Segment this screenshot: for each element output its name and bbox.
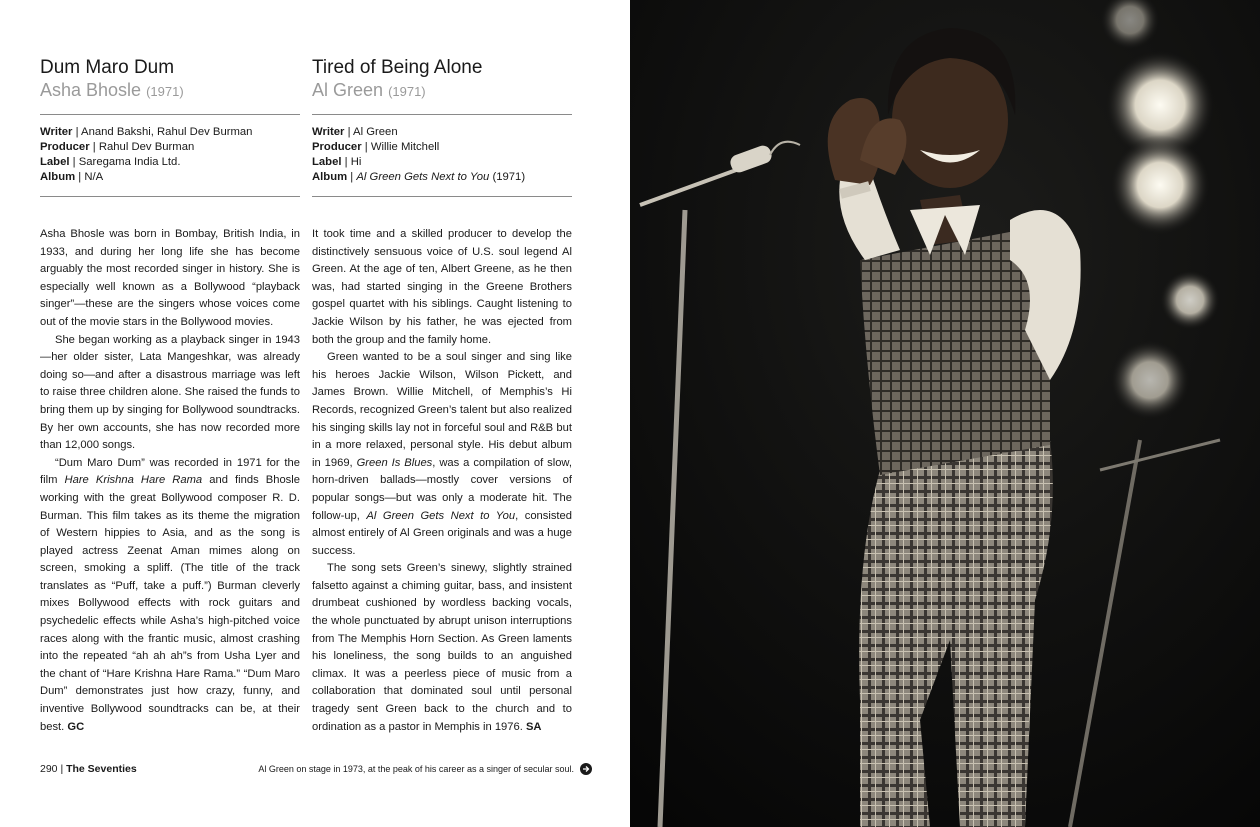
credit-album: Album | Al Green Gets Next to You (1971)	[312, 171, 526, 183]
performer-photo	[630, 0, 1260, 827]
artist-name: Al Green (1971)	[312, 80, 426, 100]
credit-label: Label | Saregama India Ltd.	[40, 156, 181, 168]
entry-header-dum-maro-dum	[40, 56, 300, 207]
credits-block	[312, 125, 572, 185]
paragraph: Green wanted to be a soul singer and sing like his heroes Jackie Wilson, Wilson Pickett, and James Brown. Willie Mitchell, of Memphis’s Hi Records, recognized Green’s talent but also realized his singing skills lay not in forceful soul and R&B but in a more relaxed, personal style. His debut album in 1969, Green Is Blues, was a compilation of slow, horn-driven ballads—mostly cover versions of popular songs—but was only a moderate hit. The follow-up, Al Green Gets Next to You, consisted almost entirely of Al Green originals and was a huge success.	[312, 351, 572, 557]
divider	[312, 114, 572, 115]
entry-header-tired-of-being-alone	[312, 56, 572, 207]
arrow-right-circle-icon	[580, 763, 592, 775]
article-body-dum-maro-dum	[40, 226, 300, 736]
paragraph: Asha Bhosle was born in Bombay, British India, in 1933, and during her long life she has become arguably the most recorded singer in history. She is especially well known as a Bollywood “playback singer”—these are the singers whose voices come out of the movie stars in the Bollywood movies.	[40, 228, 300, 328]
photo-caption: Al Green on stage in 1973, at the peak of his career as a singer of secular soul.	[258, 763, 592, 775]
credit-producer: Producer | Willie Mitchell	[312, 141, 440, 153]
page-footer: 290 | The Seventies	[40, 763, 137, 775]
paragraph: It took time and a skilled producer to develop the distinctively sensuous voice of U.S. soul legend Al Green. At the age of ten, Albert Greene, as he then was, had started singing in the Greene Brothers gospel quartet with his siblings. Caught listening to Jackie Wilson by his father, he was ejected from both the group and the family home.	[312, 228, 572, 346]
divider	[40, 196, 300, 197]
author-initials: GC	[67, 720, 85, 733]
divider	[40, 114, 300, 115]
artist-name: Asha Bhosle (1971)	[40, 80, 184, 100]
credit-producer: Producer | Rahul Dev Burman	[40, 141, 195, 153]
credit-writer: Writer | Al Green	[312, 126, 398, 138]
credit-label: Label | Hi	[312, 156, 362, 168]
author-initials: SA	[525, 720, 542, 733]
page-number: 290	[40, 763, 58, 775]
song-title: Tired of Being Alone	[312, 57, 483, 78]
performer-photo-illustration	[630, 0, 1260, 827]
article-body-tired-of-being-alone	[312, 226, 572, 736]
paragraph: She began working as a playback singer in 1943—her older sister, Lata Mangeshkar, was already doing so—and after a disastrous marriage was left to raise three children alone. She raised the funds to bring them up by singing for Bollywood soundtracks. By her own accounts, she has now recorded more than 12,000 songs.	[40, 333, 300, 452]
credit-writer: Writer | Anand Bakshi, Rahul Dev Burman	[40, 126, 253, 138]
divider	[312, 196, 572, 197]
paragraph: “Dum Maro Dum” was recorded in 1971 for the film Hare Krishna Hare Rama and finds Bhosle working with the great Bollywood composer R. D. Burman. This film takes as its theme the migration of Western hippies to Asia, and as the song is played actress Zeenat Aman mimes along on screen, smoking a spliff. (The title of the track translates as “Puff, take a puff.”) Burman cleverly mixes Bollywood effects with rock guitars and psychedelic effects while Asha’s high-pitched voice races along with the frantic music, almost crashing into the repeated “ah ah ah”s from Usha Lyer and the chant of “Hare Krishna Hare Rama.” “Dum Maro Dum” demonstrates just how crazy, funny, and inventive Bollywood soundtracks can be, at their best. GC	[40, 456, 300, 733]
release-year: (1971)	[388, 84, 426, 99]
song-title: Dum Maro Dum	[40, 57, 175, 78]
paragraph: The song sets Green’s sinewy, slightly strained falsetto against a chiming guitar, bass, and insistent drumbeat cushioned by wordless backing vocals, the whole punctuated by abrupt unison interruptions from The Memphis Horn Section. As Green laments his loneliness, the song builds to an anguished climax. It was a peerless piece of music from a collaboration that dominated soul until personal tragedy sent Green back to the church and to ordination as a pastor in Memphis in 1976. SA	[312, 562, 572, 733]
release-year: (1971)	[146, 84, 184, 99]
credit-album: Album | N/A	[40, 171, 104, 183]
credits-block	[40, 125, 300, 185]
section-name: The Seventies	[66, 763, 137, 775]
